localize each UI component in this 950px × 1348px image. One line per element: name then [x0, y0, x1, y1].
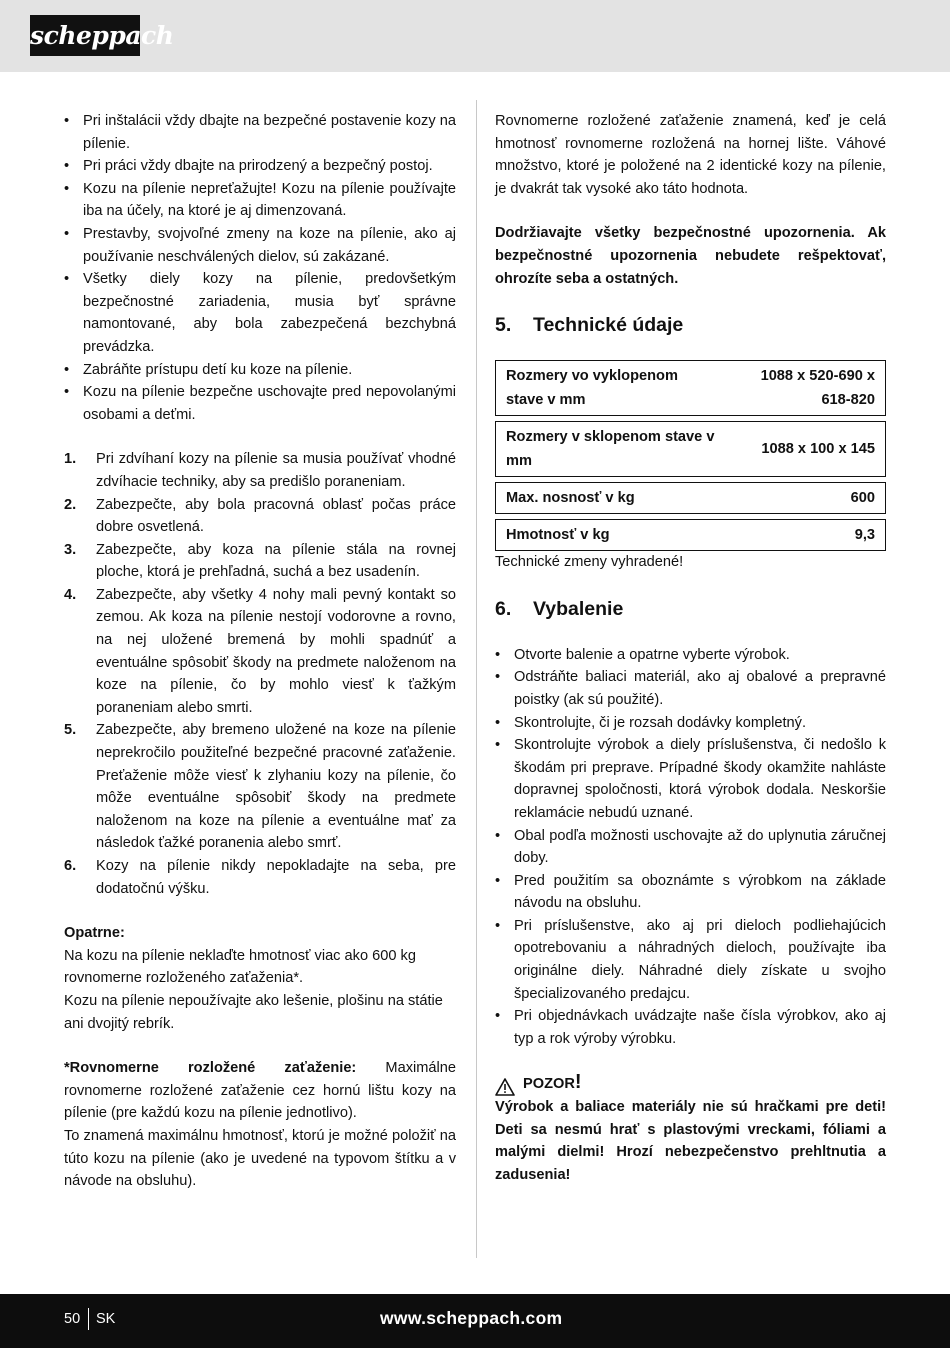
step-number: 3. — [64, 541, 77, 558]
page-separator — [88, 1308, 89, 1330]
step-number: 4. — [64, 586, 77, 603]
step-item — [64, 855, 456, 900]
warning-triangle-icon — [495, 1078, 515, 1096]
list-item: • Pri práci vždy dbajte na prirodzený a bezpečný postoj. — [64, 155, 456, 178]
udl-label: *Rovnomerne rozložené zaťaženie: — [64, 1060, 357, 1077]
step-number: 5. — [64, 722, 77, 739]
table-row — [496, 483, 886, 514]
spec-label: Rozmery v sklopenom stave v mm — [496, 422, 729, 477]
list-item: • Kozu na pílenie nepreťažujte! Kozu na pílenie používajte iba na účely, na ktoré je aj dimenzovaná. — [64, 178, 456, 223]
right-column — [495, 110, 886, 1186]
header-band — [0, 0, 950, 72]
table-row — [496, 520, 886, 551]
step-item — [64, 539, 456, 584]
section-number: 6. — [495, 597, 512, 620]
step-text: Zabezpečte, aby koza na pílenie stála na rovnej ploche, ktorá je prehľadná, suchá a bez usadenín. — [96, 541, 456, 581]
step-text: Kozy na pílenie nikdy nepokladajte na seba, pre dodatočnú výšku. — [96, 858, 456, 897]
caution-paragraph: Kozu na pílenie nepoužívajte ako lešenie, plošinu na státie ani dvojitý rebrík. — [64, 992, 443, 1032]
warning-heading — [495, 1072, 886, 1096]
spec-label: Max. nosnosť v kg — [496, 483, 729, 514]
spec-label: Hmotnosť v kg — [496, 520, 729, 551]
caution-paragraph: Na kozu na pílenie neklaďte hmotnosť viac ako 600 kg rovnomerne rozloženého zaťaženia*. — [64, 947, 416, 987]
column-divider — [476, 100, 477, 1258]
step-text: Pri zdvíhaní kozy na pílenie sa musia používať vhodné zdvíhacie techniky, aby sa predišlo poraneniam. — [96, 451, 456, 490]
section-heading-unpacking — [495, 596, 886, 622]
list-item: • Otvorte balenie a opatrne vyberte výrobok. — [495, 644, 886, 667]
step-item — [64, 719, 456, 855]
step-text: Zabezpečte, aby bremeno uložené na koze na pílenie neprekročilo použiteľné bezpečné pracovné zaťaženie. Preťaženie môže viesť k zlyhaniu kozy na pílenie, čo môže eventuálne spôsobiť škody na predmete naloženom na koze na pílenie a eventuálne mať za následok ťažké poranenia alebo smrť. — [96, 722, 456, 852]
footer-bar — [0, 1294, 950, 1348]
spec-value: 1088 x 520-690 x 618-820 — [728, 361, 885, 416]
step-item — [64, 584, 456, 720]
spec-label: Rozmery vo vyklopenom stave v mm — [496, 361, 729, 416]
page-number: 50 — [64, 1311, 81, 1327]
table-row — [496, 361, 886, 416]
step-number: 6. — [64, 858, 77, 874]
left-column — [64, 110, 456, 1193]
udl-intro: Rovnomerne rozložené zaťaženie znamená, keď je celá hmotnosť rovnomerne rozložená na hornej lište. Váhové množstvo, ktoré je položené na 2 identické kozy na pílenie, je dvakrát tak vysoké ako táto hodnota. — [495, 113, 886, 197]
list-item: • Odstráňte baliaci materiál, ako aj obalové a prepravné poistky (ak sú použité). — [495, 666, 886, 711]
warning-text: Výrobok a baliace materiály nie sú hračkami pre deti! Deti sa nesmú hrať s plastovými vreckami, fóliami a malými dielmi! Hrozí nebezpečenstvo prehltnutia a zadusenia! — [495, 1099, 886, 1183]
step-number: 1. — [64, 451, 77, 468]
section-title: Vybalenie — [533, 597, 624, 620]
step-item — [64, 494, 456, 539]
safety-notice: Dodržiavajte všetky bezpečnostné upozornenia. Ak bezpečnostné upozornenia nebudete rešpektovať, ohrozíte seba a ostatných. — [495, 225, 886, 287]
list-item: • Skontrolujte, či je rozsah dodávky kompletný. — [495, 712, 886, 735]
list-item: • Pri objednávkach uvádzajte naše čísla výrobkov, ako aj typ a rok výroby výrobku. — [495, 1005, 886, 1050]
caution-heading: Opatrne: — [64, 925, 125, 942]
list-item: • Prestavby, svojvoľné zmeny na koze na pílenie, ako aj používanie neschválených dielov, sú zakázané. — [64, 223, 456, 268]
warning-label: POZOR — [523, 1076, 575, 1093]
scheppach-logo: scheppach — [30, 15, 140, 56]
udl-definition — [64, 1057, 456, 1125]
list-item: • Obal podľa možnosti uschovajte až do uplynutia záručnej doby. — [495, 825, 886, 870]
table-row — [496, 422, 886, 477]
list-item: • Pri príslušenstve, ako aj pri dieloch podliehajúcich opotrebovaniu a náhradných dieloch, používajte iba originálne diely. Náhradné diely získate u svojho špecializovaného predajcu. — [495, 915, 886, 1005]
list-item: • Zabráňte prístupu detí ku koze na pílenie. — [64, 359, 456, 382]
spec-value: 9,3 — [728, 520, 885, 551]
spec-value: 1088 x 100 x 145 — [728, 422, 885, 477]
safety-bullet-list — [64, 110, 456, 426]
section-heading-technical-data — [495, 312, 886, 338]
unpacking-list — [495, 644, 886, 1051]
list-item: • Všetky diely kozy na pílenie, predovšetkým bezpečnostné zariadenia, musia byť správne namontované, aby bola zabezpečená bezchybná prevádzka. — [64, 268, 456, 358]
numbered-steps — [64, 448, 456, 900]
spec-table — [495, 360, 886, 551]
section-title: Technické údaje — [533, 314, 684, 337]
list-item: • Skontrolujte výrobok a diely príslušenstva, či nedošlo k škodám pri preprave. Prípadné škody okamžite nahláste dopravnej spoločnosti, ktorá výrobok dodala. Neskoršie reklamácie nebudú uznané. — [495, 734, 886, 824]
step-item — [64, 448, 456, 493]
spec-value: 600 — [728, 483, 885, 514]
website-link[interactable]: www.scheppach.com — [380, 1308, 563, 1328]
language-code: SK — [96, 1311, 116, 1327]
step-text: Zabezpečte, aby všetky 4 nohy mali pevný kontakt so zemou. Ak koza na pílenie nestojí vodorovne a rovno, na nej uložené bremená by mohli spadnúť a eventuálne spôsobiť škody na predmete naloženom na koze na pílenie, čo by mohlo viesť k ťažkým poraneniam alebo smrti. — [96, 586, 456, 716]
udl-text: Maximálne rovnomerne rozložené zaťaženie cez hornú lištu kozy na pílenie (pre každú kozu na pílenie jednotlivo). — [64, 1060, 456, 1122]
section-number: 5. — [495, 314, 512, 337]
warning-exclamation: ! — [574, 1071, 582, 1094]
tech-note: Technické zmeny vyhradené! — [495, 554, 684, 571]
step-number: 2. — [64, 496, 77, 513]
list-item: • Kozu na pílenie bezpečne uschovajte pred nepovolanými osobami a deťmi. — [64, 381, 456, 426]
list-item: • Pred použitím sa oboznámte s výrobkom na základe návodu na obsluhu. — [495, 870, 886, 915]
list-item: • Pri inštalácii vždy dbajte na bezpečné postavenie kozy na pílenie. — [64, 110, 456, 155]
step-text: Zabezpečte, aby bola pracovná oblasť počas práce dobre osvetlená. — [96, 496, 456, 536]
udl-explanation: To znamená maximálnu hmotnosť, ktorú je možné položiť na túto kozu na pílenie (ako je uvedené na typovom štítku a v návode na obsluhu). — [64, 1127, 456, 1190]
